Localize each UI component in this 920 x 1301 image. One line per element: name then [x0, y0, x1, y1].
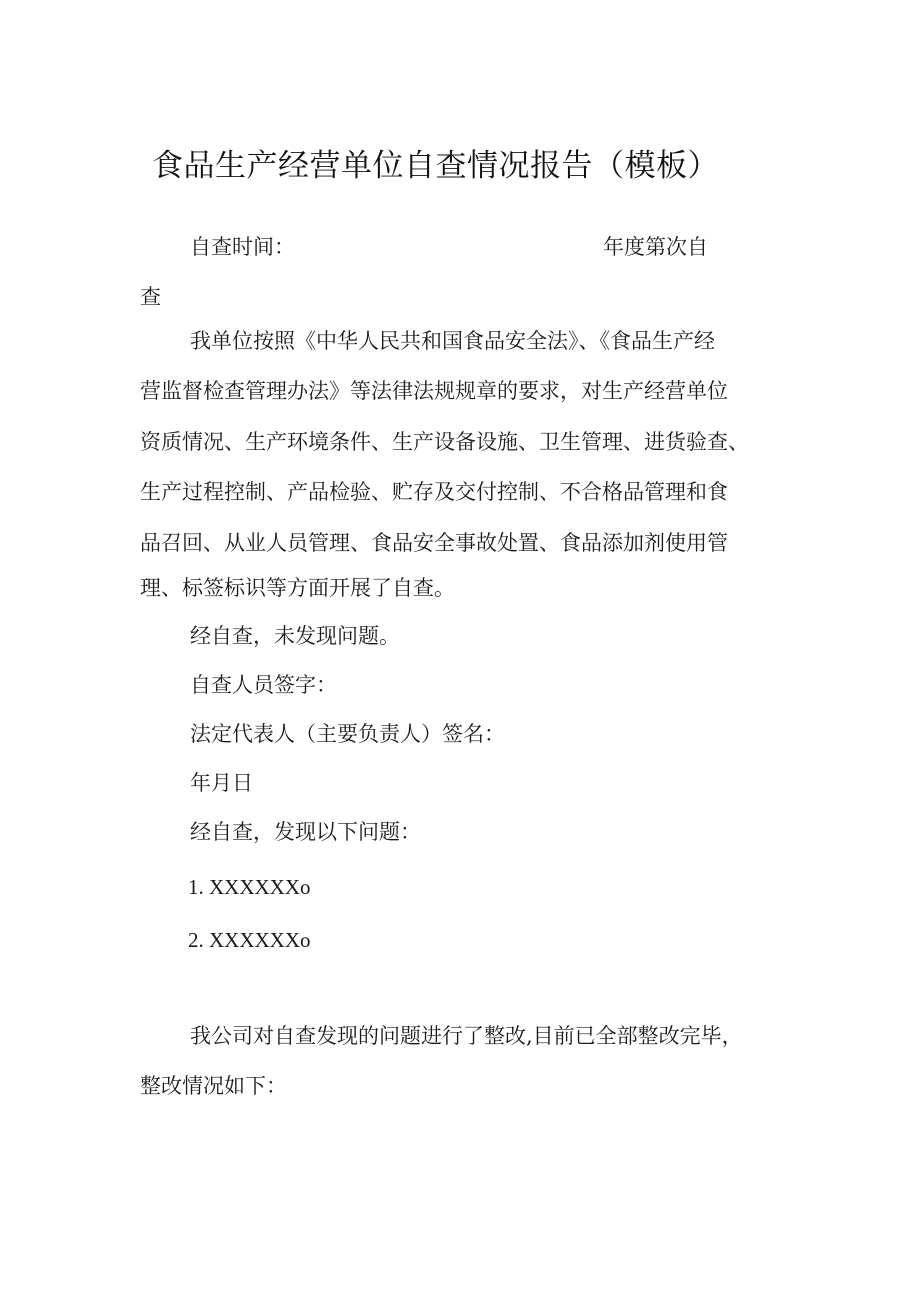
year-count-wrap-text: 查 — [140, 285, 161, 309]
document-title: 食品生产经营单位自查情况报告（模板） — [152, 148, 719, 184]
found-problems-statement: 经自查，发现以下问题： — [190, 820, 421, 844]
problem-item: 2. XXXXXXo — [188, 928, 311, 952]
paragraph-line: 生产过程控制、产品检验、贮存及交付控制、不合格品管理和食 — [140, 480, 728, 504]
inspector-signature-label: 自查人员签字： — [190, 673, 337, 697]
paragraph-line: 理、标签标识等方面开展了自查。 — [140, 576, 455, 600]
rectification-line: 整改情况如下： — [140, 1074, 287, 1098]
no-problem-statement: 经自查，未发现问题。 — [190, 624, 400, 648]
date-line: 年月日 — [190, 771, 253, 795]
paragraph-line: 资质情况、生产环境条件、生产设备设施、卫生管理、进货验查、 — [140, 430, 749, 454]
self-check-time-label: 自查时间： — [190, 235, 295, 259]
year-count-text: 年度第次自 — [603, 235, 708, 259]
problem-item: 1. XXXXXXo — [188, 875, 311, 899]
paragraph-line: 品召回、从业人员管理、食品安全事故处置、食品添加剂使用管 — [140, 531, 728, 555]
paragraph-line: 营监督检查管理办法》等法律法规规章的要求，对生产经营单位 — [140, 379, 728, 403]
rectification-line: 我公司对自查发现的问题进行了整改,目前已全部整改完毕， — [190, 1024, 743, 1048]
paragraph-line: 我单位按照《中华人民共和国食品安全法》、《食品生产经 — [190, 329, 715, 353]
legal-representative-signature-label: 法定代表人（主要负责人）签名： — [190, 722, 505, 746]
